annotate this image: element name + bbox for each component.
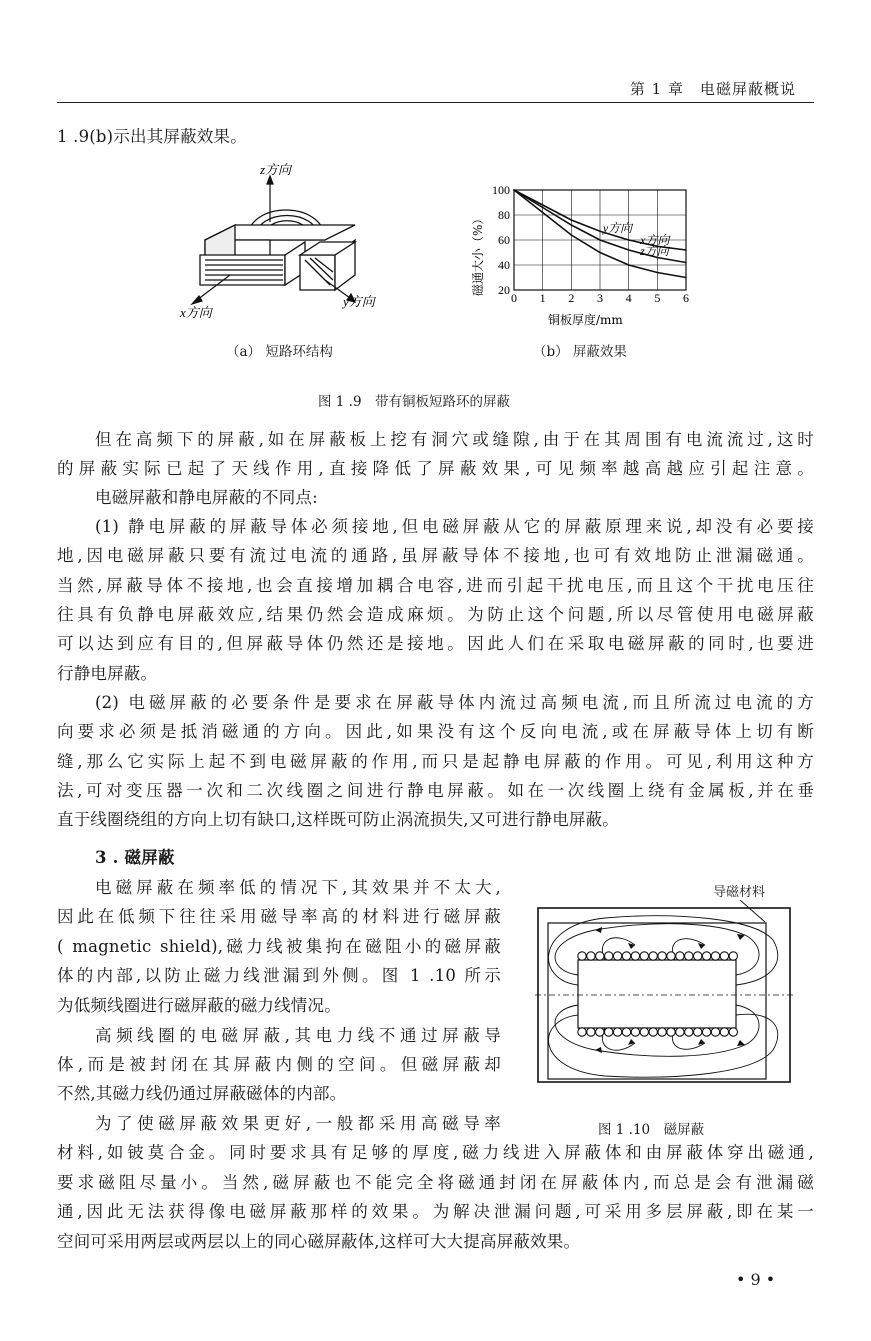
text-line: ( magnetic shield),磁力线被集拘在磁阻小的磁屏蔽: [57, 937, 501, 956]
chart-point: [599, 252, 601, 254]
chart-x-tick-label: 0: [511, 291, 517, 305]
figure-1-10-magnetic-shield: [535, 900, 795, 1085]
coil-winding: [694, 952, 702, 960]
figure-1-10-caption: 图 1 .10 磁屏蔽: [598, 1122, 705, 1138]
chart-series-label: z方向: [640, 244, 669, 258]
chart-point: [685, 249, 687, 251]
figure-1-9a-short-ring: [175, 160, 405, 330]
coil-winding: [711, 1028, 719, 1036]
text-line: 为了使磁屏蔽效果更好,一般都采用高磁导率: [95, 1114, 501, 1133]
chart-point: [628, 249, 630, 251]
coil-winding: [702, 952, 710, 960]
coil-winding: [587, 952, 595, 960]
coil-winding: [640, 1028, 648, 1036]
coil-winding: [587, 1028, 595, 1036]
coil-winding: [667, 952, 675, 960]
chart-series-label: x方向: [640, 233, 670, 247]
chart-series-label: y方向: [602, 221, 633, 235]
figure-1-9a-caption: （a） 短路环结构: [226, 344, 333, 360]
coil-winding: [649, 952, 657, 960]
coil-winding: [649, 1028, 657, 1036]
chart-y-tick-label: 20: [498, 283, 510, 297]
coil-winding: [622, 952, 630, 960]
chart-x-tick-label: 6: [683, 291, 689, 305]
coil-winding: [702, 1028, 710, 1036]
text-line: 电磁屏蔽在频率低的情况下,其效果并不太大,: [95, 878, 501, 897]
coil-winding: [676, 1028, 684, 1036]
chart-point: [685, 277, 687, 279]
chart-x-tick-label: 3: [597, 291, 603, 305]
text-line: 空间可采用两层或两层以上的同心磁屏蔽体,这样可大大提高屏蔽效果。: [57, 1232, 581, 1251]
chart-point: [542, 212, 544, 214]
text-line: 行静电屏蔽。: [57, 664, 158, 683]
text-line: 的屏蔽实际已起了天线作用,直接降低了屏蔽效果,可见频率越高越应引起注意。: [57, 459, 814, 478]
coil-winding: [729, 1028, 737, 1036]
text-line: (2) 电磁屏蔽的必要条件是要求在屏蔽导体内流过高频电流,而且所流过电流的方: [95, 693, 814, 712]
coil-winding: [596, 952, 604, 960]
page-number: • 9 •: [736, 1270, 776, 1289]
coil-winding: [720, 1028, 728, 1036]
chart-y-tick-label: 80: [498, 208, 510, 222]
chart-y-tick-label: 100: [492, 183, 510, 197]
coil-winding: [578, 952, 586, 960]
text-line: 体,而是被封闭在其屏蔽内侧的空间。但磁屏蔽却: [57, 1055, 501, 1074]
text-line: (1) 静电屏蔽的屏蔽导体必须接地,但电磁屏蔽从它的屏蔽原理来说,却没有必要接: [95, 517, 814, 536]
y-direction-label: y方向: [343, 294, 375, 309]
figure-1-9b-chart: [460, 178, 700, 334]
text-line: 当然,屏蔽导体不接地,也会直接增加耦合电容,进而引起干扰电压,而且这个干扰电压往: [57, 576, 814, 595]
text-line: 不然,其磁力线仍通过屏蔽磁体的内部。: [57, 1084, 347, 1103]
magnetic-material-label: 导磁材料: [713, 885, 766, 900]
figure-1-9b-caption: （b） 屏蔽效果: [533, 344, 627, 360]
chart-y-tick-label: 60: [498, 233, 510, 247]
coil-winding: [596, 1028, 604, 1036]
chart-point: [685, 262, 687, 264]
chart-x-axis-label: 铜板厚度/mm: [548, 313, 623, 327]
coil-winding: [667, 1028, 675, 1036]
text-line: 电磁屏蔽和静电屏蔽的不同点:: [95, 488, 318, 507]
chart-point: [571, 234, 573, 236]
coil-winding: [640, 952, 648, 960]
text-line: 为低频线圈进行磁屏蔽的磁力线情况。: [57, 996, 341, 1015]
coil-winding: [720, 952, 728, 960]
text-line: 可以达到应有目的,但屏蔽导体仍然还是接地。因此人们在采取电磁屏蔽的同时,也要进: [57, 634, 814, 653]
text-line: 高频线圈的电磁屏蔽,其电力线不通过屏蔽导: [95, 1026, 501, 1045]
text-line: 地,因电磁屏蔽只要有流过电流的通路,虽屏蔽导体不接地,也可有效地防止泄漏磁通。: [57, 546, 814, 565]
coil-winding: [685, 1028, 693, 1036]
text-line: 1 .9(b)示出其屏蔽效果。: [57, 127, 247, 146]
chart-x-tick-label: 4: [625, 291, 632, 305]
coil-winding: [676, 952, 684, 960]
chart-point: [599, 239, 601, 241]
coil-winding: [605, 1028, 613, 1036]
text-line: 法,可对变压器一次和二次线圈之间进行静电屏蔽。如在一次线圈上绕有金属板,并在垂: [57, 781, 814, 800]
coil-winding: [711, 952, 719, 960]
coil-winding: [605, 952, 613, 960]
coil-winding: [631, 952, 639, 960]
coil-winding: [613, 1028, 621, 1036]
chart-point: [571, 224, 573, 226]
coil-winding: [685, 952, 693, 960]
chart-x-tick-label: 2: [568, 291, 575, 305]
chart-x-tick-label: 1: [539, 291, 546, 305]
text-line: 材料,如铍莫合金。同时要求具有足够的厚度,磁力线进入屏蔽体和由屏蔽体穿出磁通,: [57, 1143, 814, 1162]
text-line: 向要求必须是抵消磁通的方向。因此,如果没有这个反向电流,或在屏蔽导体上切有断: [57, 722, 814, 741]
chart-y-tick-label: 40: [498, 258, 510, 272]
text-line: 但在高频下的屏蔽,如在屏蔽板上挖有洞穴或缝隙,由于在其周围有电流流过,这时: [95, 430, 814, 449]
chart-x-tick-label: 5: [654, 291, 661, 305]
text-line: 直于线圈绕组的方向上切有缺口,这样既可防止涡流损失,又可进行静电屏蔽。: [57, 810, 619, 829]
text-line: 缝,那么它实际上起不到电磁屏蔽的作用,而只是起静电屏蔽的作用。可见,利用这种方: [57, 752, 814, 771]
text-line: 因此在低频下往往采用磁导率高的材料进行磁屏蔽: [57, 907, 501, 926]
coil-winding: [622, 1028, 630, 1036]
chart-point: [571, 219, 573, 221]
text-line: 要求磁阻尽量小。当然,磁屏蔽也不能完全将磁通封闭在屏蔽体内,而总是会有泄漏磁: [57, 1173, 814, 1192]
section-heading: 3 . 磁屏蔽: [95, 848, 175, 867]
running-header: [57, 74, 814, 103]
coil-winding: [613, 952, 621, 960]
coil-winding: [631, 1028, 639, 1036]
z-direction-label: z方向: [260, 162, 292, 177]
text-line: 体的内部,以防止磁力线泄漏到外侧。图 1 .10 所示: [57, 966, 501, 985]
chart-point: [599, 230, 601, 232]
coil-winding: [578, 1028, 586, 1036]
chapter-title: 第 1 章 电磁屏蔽概说: [629, 80, 796, 98]
chart-y-axis-label: 磁通大小（%）: [471, 212, 485, 296]
chart-point: [513, 189, 515, 191]
chart-point: [628, 264, 630, 266]
chart-point: [657, 272, 659, 274]
chart-point: [628, 239, 630, 241]
coil-winding: [658, 952, 666, 960]
x-direction-label: x方向: [180, 305, 212, 320]
figure-1-9-caption: 图 1 .9 带有铜板短路环的屏蔽: [318, 394, 511, 410]
text-line: 通,因此无法获得像电磁屏蔽那样的效果。为解决泄漏问题,可采用多层屏蔽,即在某一: [57, 1202, 814, 1221]
text-line: 往具有负静电屏蔽效应,结果仍然会造成麻烦。为防止这个问题,所以尽管使用电磁屏蔽: [57, 605, 814, 624]
chart-point: [542, 207, 544, 209]
coil-winding: [694, 1028, 702, 1036]
chart-point: [542, 204, 544, 206]
coil-winding: [658, 1028, 666, 1036]
coil-winding: [729, 952, 737, 960]
